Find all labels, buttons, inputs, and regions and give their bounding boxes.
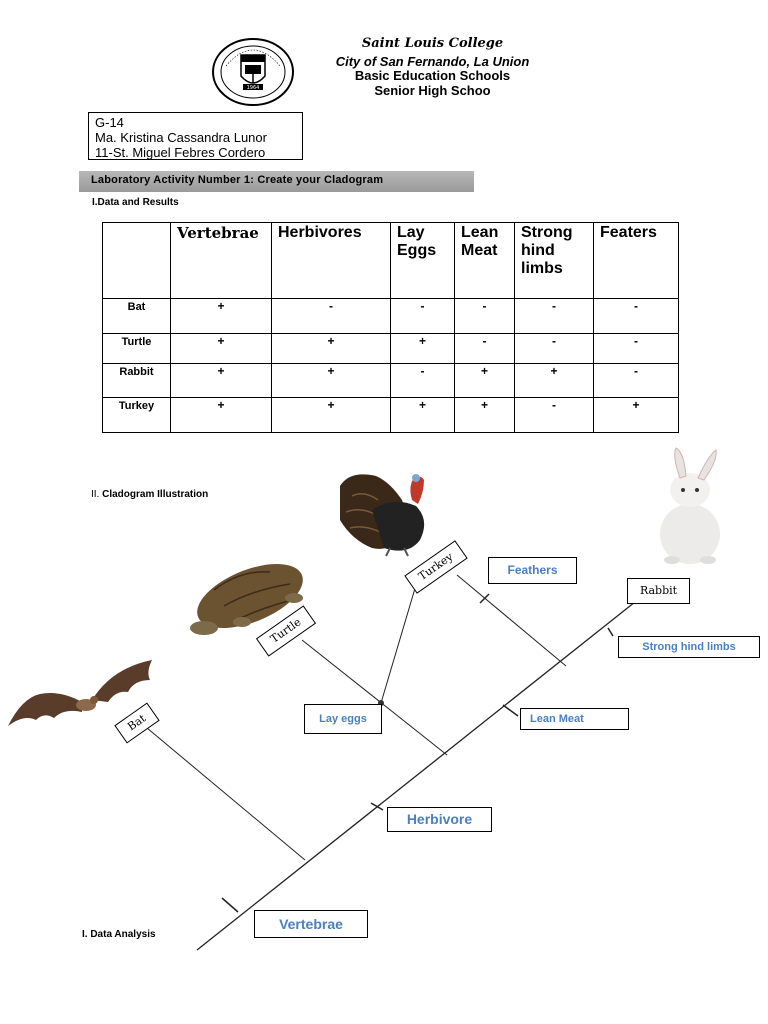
table-cell: - — [594, 364, 679, 398]
tick-lean-meat — [503, 705, 518, 716]
cladogram-main-axis — [197, 598, 640, 950]
table-cell: + — [594, 398, 679, 433]
trait-label-lean-meat: Lean Meat — [520, 708, 629, 730]
col-header-featers: Featers — [594, 223, 679, 299]
table-cell: - — [594, 334, 679, 364]
section-cladogram-title: II. Cladogram Illustration — [91, 489, 209, 500]
table-cell: - — [515, 334, 594, 364]
branch-turkey — [457, 575, 566, 666]
table-cell: + — [391, 334, 455, 364]
student-section: 11-St. Miguel Febres Cordero — [95, 145, 266, 160]
table-cell: + — [272, 364, 391, 398]
table-cell: - — [272, 299, 391, 334]
table-cell: + — [171, 398, 272, 433]
col-header-herbivores: Herbivores — [272, 223, 391, 299]
table-cell: + — [171, 334, 272, 364]
branch-bat — [147, 728, 305, 860]
table-cell: + — [455, 398, 515, 433]
table-cell: + — [171, 299, 272, 334]
school-division: Basic Education Schools — [354, 68, 511, 83]
section-data-analysis-title: I. Data Analysis — [82, 929, 156, 940]
row-label-turkey: Turkey — [103, 398, 171, 433]
branch-turtle — [302, 640, 447, 755]
seal-year: 1964 — [246, 85, 260, 91]
table-cell: - — [391, 364, 455, 398]
row-label-turtle: Turtle — [103, 334, 171, 364]
taxon-label-rabbit: Rabbit — [627, 578, 690, 604]
tick-vertebrae — [222, 898, 238, 912]
trait-label-vertebrae: Vertebrae — [254, 910, 368, 938]
table-cell: - — [594, 299, 679, 334]
trait-label-strong-hind-limbs: Strong hind limbs — [618, 636, 760, 658]
table-cell: - — [455, 299, 515, 334]
branch-turkey-to-eggs — [381, 585, 416, 703]
activity-title-banner: Laboratory Activity Number 1: Create your Cladogram — [79, 171, 474, 192]
trait-label-lay-eggs: Lay eggs — [304, 704, 382, 734]
rabbit-image — [642, 442, 736, 574]
trait-label-herbivore: Herbivore — [387, 807, 492, 832]
table-cell: + — [515, 364, 594, 398]
taxon-label-bat: Bat — [114, 703, 159, 744]
trait-label-feathers: Feathers — [488, 557, 577, 584]
row-label-bat: Bat — [103, 299, 171, 334]
col-header-strong-hind-limbs: Strong hind limbs — [515, 223, 594, 299]
student-group: G-14 — [95, 115, 124, 130]
student-name: Ma. Kristina Cassandra Lunor — [95, 130, 267, 145]
table-cell: - — [455, 334, 515, 364]
col-header-vertebrae: Vertebrae — [171, 223, 272, 299]
school-level: Senior High Schoo — [374, 83, 491, 98]
col-header-lay-eggs: Lay Eggs — [391, 223, 455, 299]
turkey-image — [340, 474, 424, 556]
table-cell: + — [171, 364, 272, 398]
tick-strong-hind-limbs — [608, 628, 613, 636]
table-cell: - — [391, 299, 455, 334]
taxon-label-turkey: Turkey — [404, 540, 467, 594]
table-cell: + — [391, 398, 455, 433]
table-cell: + — [272, 398, 391, 433]
col-header-lean-meat: Lean Meat — [455, 223, 515, 299]
section-data-results-title: I.Data and Results — [92, 197, 179, 208]
table-cell: + — [272, 334, 391, 364]
school-name: Saint Louis College — [361, 36, 504, 51]
table-cell: + — [455, 364, 515, 398]
table-cell: - — [515, 398, 594, 433]
table-cell: - — [515, 299, 594, 334]
row-label-rabbit: Rabbit — [103, 364, 171, 398]
school-city: City of San Fernando, La Union — [335, 54, 530, 69]
taxon-label-turtle: Turtle — [256, 605, 316, 656]
